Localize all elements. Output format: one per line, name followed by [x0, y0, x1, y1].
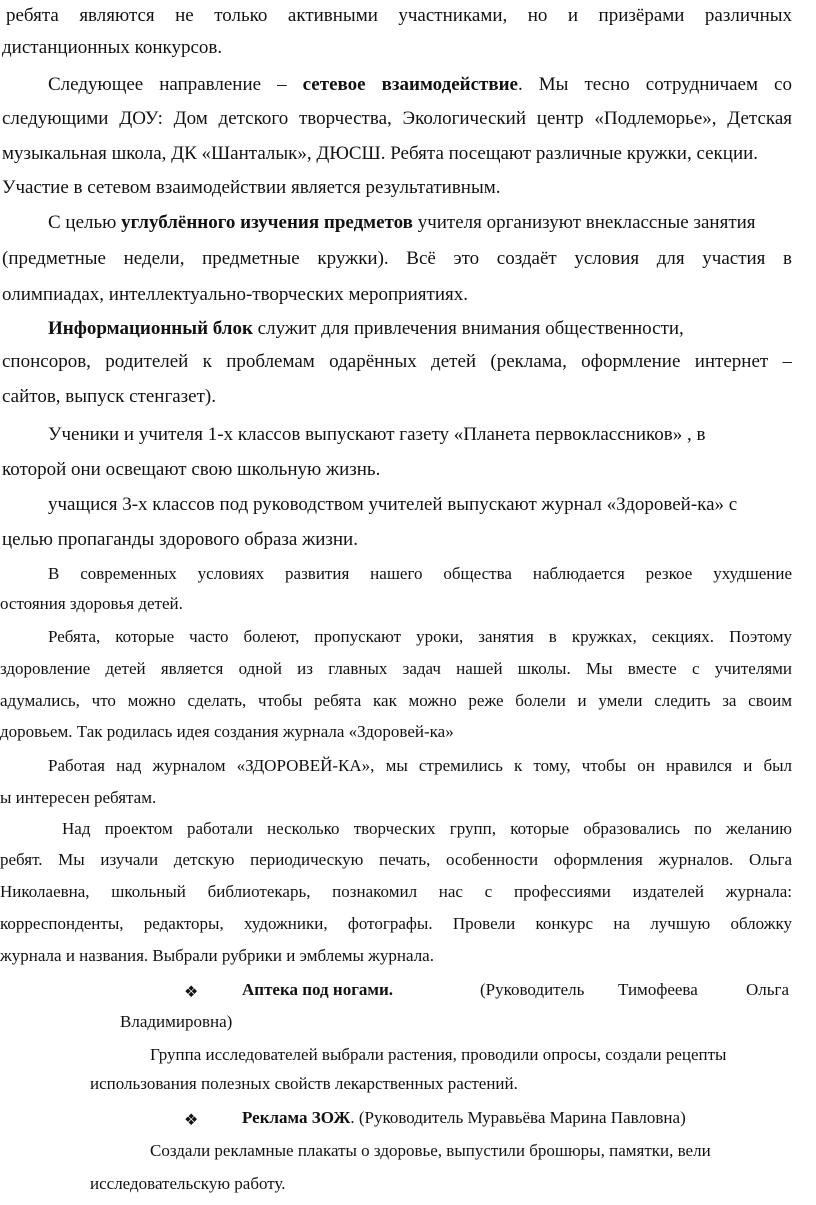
paragraph-line: дистанционных конкурсов.: [2, 37, 223, 58]
list-item-leader: Владимировна): [120, 1012, 233, 1031]
paragraph-line: учащися 3-х классов под руководством учителей выпускают журнал «Здоровей-ка» с: [48, 494, 738, 515]
paragraph-line: следующими ДОУ: Дом детского творчества, Экологический центр «Подлеморье», Детская: [2, 108, 792, 129]
paragraph-line: корреспонденты, редакторы, художники, фотографы. Провели конкурс на лучшую обложку: [0, 914, 792, 933]
paragraph-line: Над проектом работали несколько творческих групп, которые образовались по желанию: [62, 819, 792, 838]
list-item-description: Создали рекламные плакаты о здоровье, выпустили брошюры, памятки, вели: [150, 1141, 711, 1160]
paragraph-line: ребят. Мы изучали детскую периодическую печать, особенности оформления журналов. Ольга: [0, 850, 792, 869]
paragraph-line: которой они освещают свою школьную жизнь.: [2, 459, 381, 480]
paragraph-line: Николаевна, школьный библиотекарь, познакомил нас с профессиями издателей журнала:: [0, 882, 792, 901]
list-item-title: Реклама ЗОЖ. (Руководитель Муравьёва Марина Павловна): [242, 1108, 686, 1127]
paragraph-line: целью пропаганды здорового образа жизни.: [2, 529, 358, 550]
list-item-title: Аптека под ногами.: [242, 980, 394, 999]
bold-term: Информационный блок: [48, 318, 253, 339]
paragraph-line: журнала и названия. Выбрали рубрики и эмблемы журнала.: [0, 946, 434, 965]
list-item-leader: Тимофеева: [618, 980, 698, 999]
list-item-description: использования полезных свойств лекарственных растений.: [90, 1074, 518, 1093]
paragraph-line: остояния здоровья детей.: [0, 594, 183, 613]
list-item-leader: Ольга: [746, 980, 790, 999]
list-item-description: исследовательскую работу.: [90, 1174, 286, 1193]
paragraph-line: Работая над журналом «ЗДОРОВЕЙ-КА», мы стремились к тому, чтобы он нравился и был: [48, 756, 792, 775]
paragraph-line: ы интересен ребятам.: [0, 788, 157, 807]
paragraph-line: сайтов, выпуск стенгазет).: [2, 386, 216, 407]
paragraph-line: В современных условиях развития нашего общества наблюдается резкое ухудшение: [48, 564, 792, 583]
paragraph-line: Ребята, которые часто болеют, пропускают уроки, занятия в кружках, секциях. Поэтому: [48, 627, 792, 646]
paragraph-line: доровьем. Так родилась идея создания журнала «Здоровей-ка»: [0, 722, 454, 741]
bold-term: углублённого изучения предметов: [121, 212, 413, 233]
diamond-bullet-icon: ❖: [184, 984, 199, 1001]
list-item-description: Группа исследователей выбрали растения, проводили опросы, создали рецепты: [150, 1045, 727, 1064]
paragraph-line: Ученики и учителя 1-х классов выпускают газету «Планета первоклассников» , в: [48, 424, 706, 445]
paragraph-line: олимпиадах, интеллектуально-творческих мероприятиях.: [2, 284, 468, 305]
list-item-leader: (Руководитель: [480, 980, 585, 999]
paragraph-line: спонсоров, родителей к проблемам одарённых детей (реклама, оформление интернет –: [2, 351, 792, 372]
paragraph-line: С целью углублённого изучения предметов учителя организуют внеклассные занятия: [48, 212, 756, 233]
paragraph-line: Участие в сетевом взаимодействии является результативным.: [2, 177, 501, 198]
paragraph-line: адумались, что можно сделать, чтобы ребята как можно реже болели и умели следить за своим: [0, 691, 792, 710]
paragraph-line: здоровление детей является одной из главных задач нашей школы. Мы вместе с учителями: [0, 659, 792, 678]
paragraph-line: музыкальная школа, ДК «Шанталык», ДЮСШ. Ребята посещают различные кружки, секции.: [2, 143, 759, 164]
paragraph-line: Информационный блок служит для привлечения внимания общественности,: [48, 318, 684, 339]
paragraph-line: (предметные недели, предметные кружки). Всё это создаёт условия для участия в: [2, 248, 792, 269]
diamond-bullet-icon: ❖: [184, 1112, 199, 1129]
bold-term: сетевое взаимодействие: [302, 74, 518, 95]
paragraph-line: Следующее направление – сетевое взаимодействие. Мы тесно сотрудничаем со: [48, 74, 792, 95]
paragraph-line: ребята являются не только активными участниками, но и призёрами различных: [6, 5, 792, 26]
